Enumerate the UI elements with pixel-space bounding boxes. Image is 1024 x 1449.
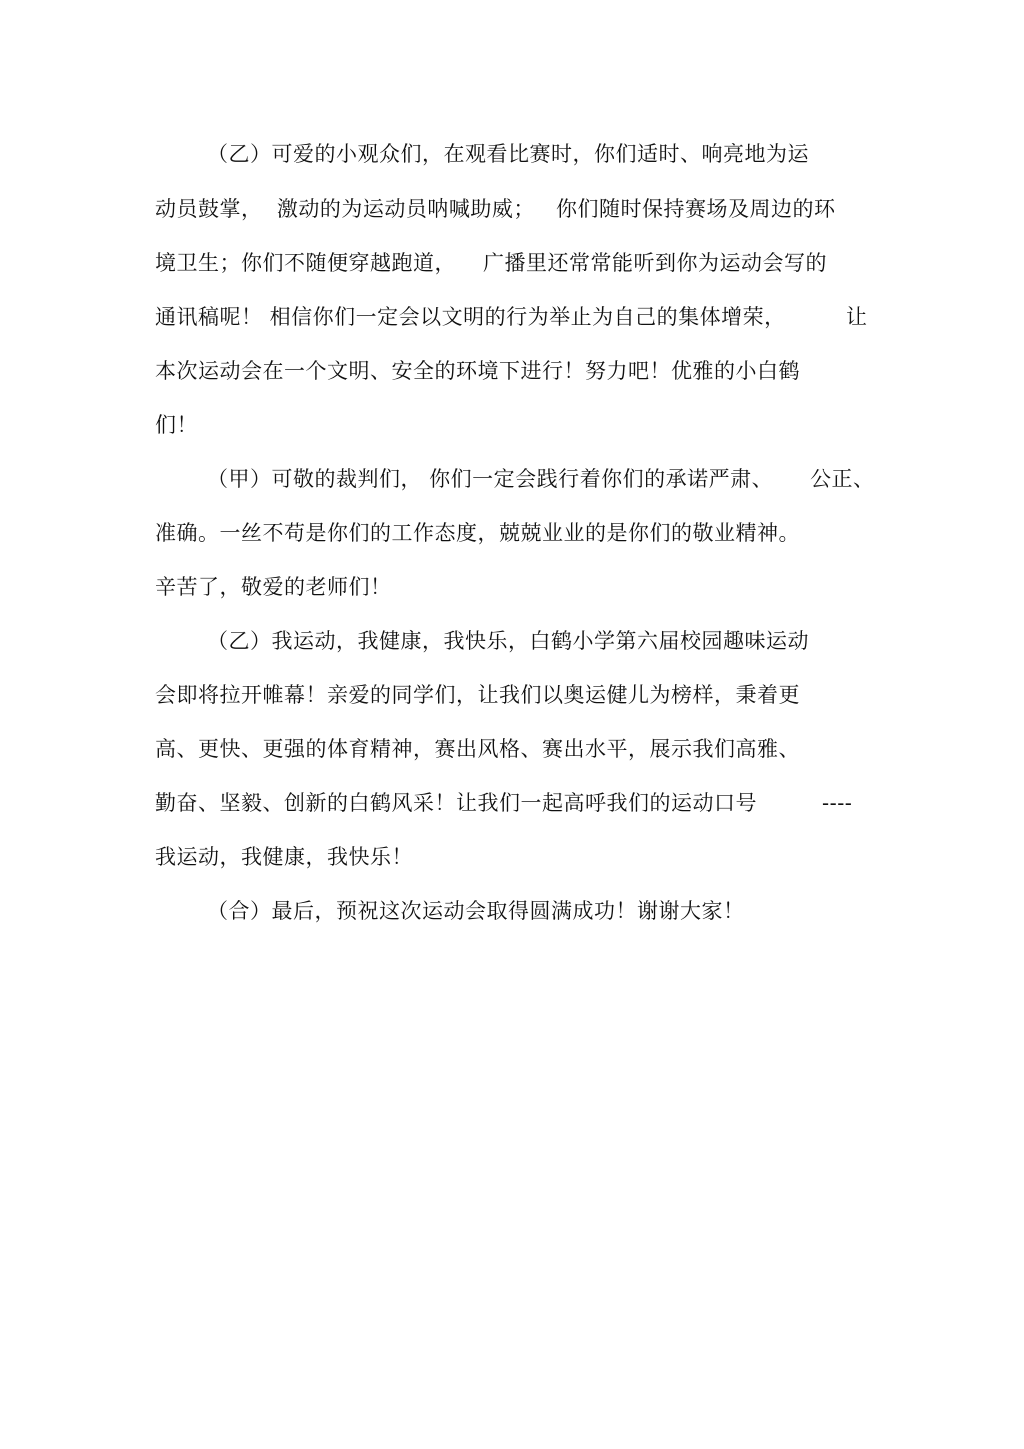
para2-line1b: 公正、 (810, 467, 875, 491)
para2-line1a: （甲）可敬的裁判们， 你们一定会践行着你们的承诺严肃、 (207, 467, 774, 491)
para3-line3: 高、更快、更强的体育精神，赛出风格、赛出水平，展示我们高雅、 (155, 737, 800, 761)
para4-line1: （合）最后，预祝这次运动会取得圆满成功！谢谢大家！ (207, 899, 745, 923)
para2-line2: 准确。一丝不苟是你们的工作态度，兢兢业业的是你们的敬业精神。 (155, 521, 800, 545)
para1-line6: 们！ (155, 413, 198, 437)
para3-line4a: 勤奋、坚毅、创新的白鹤风采！让我们一起高呼我们的运动口号 (155, 791, 757, 815)
para1-line3b: 广播里还常常能听到你为运动会写的 (483, 251, 827, 275)
para1-line3a: 境卫生；你们不随便穿越跑道， (155, 251, 456, 275)
para3-line5: 我运动，我健康，我快乐！ (155, 845, 413, 869)
para1-line5: 本次运动会在一个文明、安全的环境下进行！努力吧！优雅的小白鹤 (155, 359, 800, 383)
para1-line1: （乙）可爱的小观众们，在观看比赛时，你们适时、响亮地为运 (207, 142, 809, 166)
para1-line2a: 动员鼓掌， 激动的为运动员呐喊助威； (155, 197, 535, 221)
para3-line4b: ---- (822, 791, 853, 815)
para1-line4a: 通讯稿呢！ 相信你们一定会以文明的行为举止为自己的集体增荣， (155, 305, 786, 329)
para1-line4b: 让 (846, 305, 868, 329)
para2-line3: 辛苦了，敬爱的老师们！ (155, 575, 392, 599)
para3-line1: （乙）我运动，我健康，我快乐，白鹤小学第六届校园趣味运动 (207, 629, 809, 653)
para1-line2b: 你们随时保持赛场及周边的环 (556, 197, 836, 221)
para3-line2: 会即将拉开帷幕！亲爱的同学们，让我们以奥运健儿为榜样，秉着更 (155, 683, 800, 707)
